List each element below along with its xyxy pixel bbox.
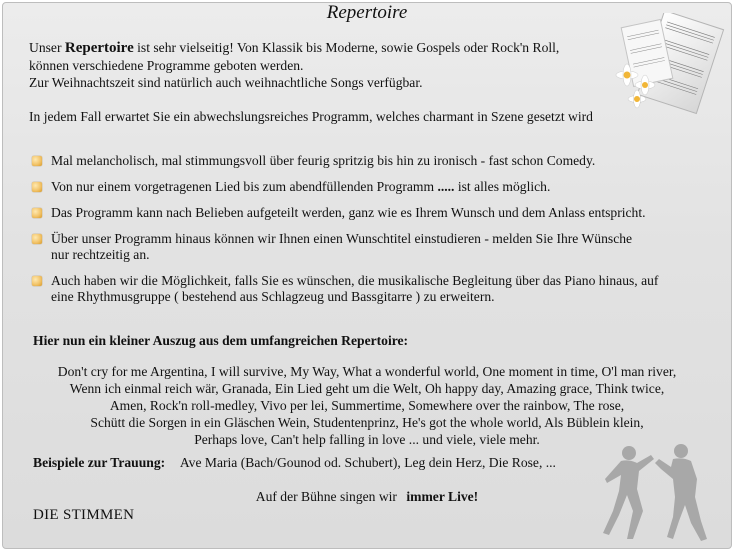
list-item xyxy=(29,205,709,221)
excerpt-heading: Hier nun ein kleiner Auszug aus dem umfangreichen Repertoire: xyxy=(33,333,409,348)
feature-list xyxy=(29,153,709,315)
bullet-icon xyxy=(32,276,42,286)
bullet-icon xyxy=(32,156,42,166)
bullet-icon xyxy=(32,182,42,192)
list-item-dots: ..... xyxy=(437,179,455,194)
intro-program-sentence: In jedem Fall erwartet Sie ein abwechslungsreiches Programm, welches charmant in Szene gesetzt wird xyxy=(29,109,593,124)
list-item-line-1: Auch haben wir die Möglichkeit, falls Sie es wünschen, die musikalische Begleitung über das Piano hinaus, auf xyxy=(51,273,659,288)
song-line: Perhaps love, Can't help falling in love ... und viele, viele mehr. xyxy=(194,432,540,447)
wedding-songs: Ave Maria (Bach/Gounod od. Schubert), Leg dein Herz, Die Rose, ... xyxy=(179,455,556,470)
song-list xyxy=(25,363,709,448)
live-prefix: Auf der Bühne singen wir xyxy=(255,489,401,504)
bullet-icon xyxy=(32,234,42,244)
intro-line-2: können verschiedene Programme geboten werden. xyxy=(29,58,304,73)
live-bold: immer Live! xyxy=(406,489,479,504)
intro-suffix: ist sehr vielseitig! Von Klassik bis Moderne, sowie Gospels oder Rock'n Roll, xyxy=(133,40,560,55)
intro-prefix: Unser xyxy=(29,40,65,55)
list-item-line-2: nur rechtzeitig an. xyxy=(51,247,150,262)
list-item xyxy=(29,153,709,169)
list-item-text: Mal melancholisch, mal stimmungsvoll über feurig spritzig bis hin zu ironisch - fast schon Comedy. xyxy=(51,153,596,168)
intro-bold-repertoire: Repertoire xyxy=(64,40,134,56)
list-item-line-1: Über unser Programm hinaus können wir Ihnen einen Wunschtitel einstudieren - melden Sie Ihre Wünsche xyxy=(51,231,633,246)
list-item xyxy=(29,179,709,195)
content-panel xyxy=(2,2,732,549)
page-title: Repertoire xyxy=(326,2,408,23)
song-line: Amen, Rock'n roll-medley, Vivo per lei, Summertime, Somewhere over the rainbow, The rose, xyxy=(109,398,625,413)
song-line: Wenn ich einmal reich wär, Granada, Ein Lied geht um die Welt, Oh happy day, Amazing grace, Think twice, xyxy=(69,381,665,396)
list-item xyxy=(29,273,709,305)
signature: DIE STIMMEN xyxy=(33,507,135,523)
intro-paragraph xyxy=(29,39,629,91)
list-item-text-c: ist alles möglich. xyxy=(454,179,551,194)
wedding-examples xyxy=(33,455,556,471)
dancing-couple-silhouette-icon xyxy=(599,439,719,545)
song-line: Schütt die Sorgen in ein Gläschen Wein, Studentenprinz, He's got the whole world, Als Büblein klein, xyxy=(90,415,644,430)
list-item-line-2: eine Rhythmusgruppe ( bestehend aus Schlagzeug und Bassgitarre ) zu erweitern. xyxy=(51,289,495,304)
song-line: Don't cry for me Argentina, I will survive, My Way, What a wonderful world, One moment in time, O'l man river, xyxy=(57,364,677,379)
list-item xyxy=(29,231,709,263)
intro-line-3: Zur Weihnachtszeit sind natürlich auch weihnachtliche Songs verfügbar. xyxy=(29,75,423,90)
bullet-icon xyxy=(32,208,42,218)
wedding-label: Beispiele zur Trauung: xyxy=(33,455,166,470)
list-item-text: Das Programm kann nach Belieben aufgeteilt werden, ganz wie es Ihrem Wunsch und dem Anlass entspricht. xyxy=(51,205,646,220)
list-item-text-a: Von nur einem vorgetragenen Lied bis zum abendfüllenden Programm xyxy=(51,179,438,194)
